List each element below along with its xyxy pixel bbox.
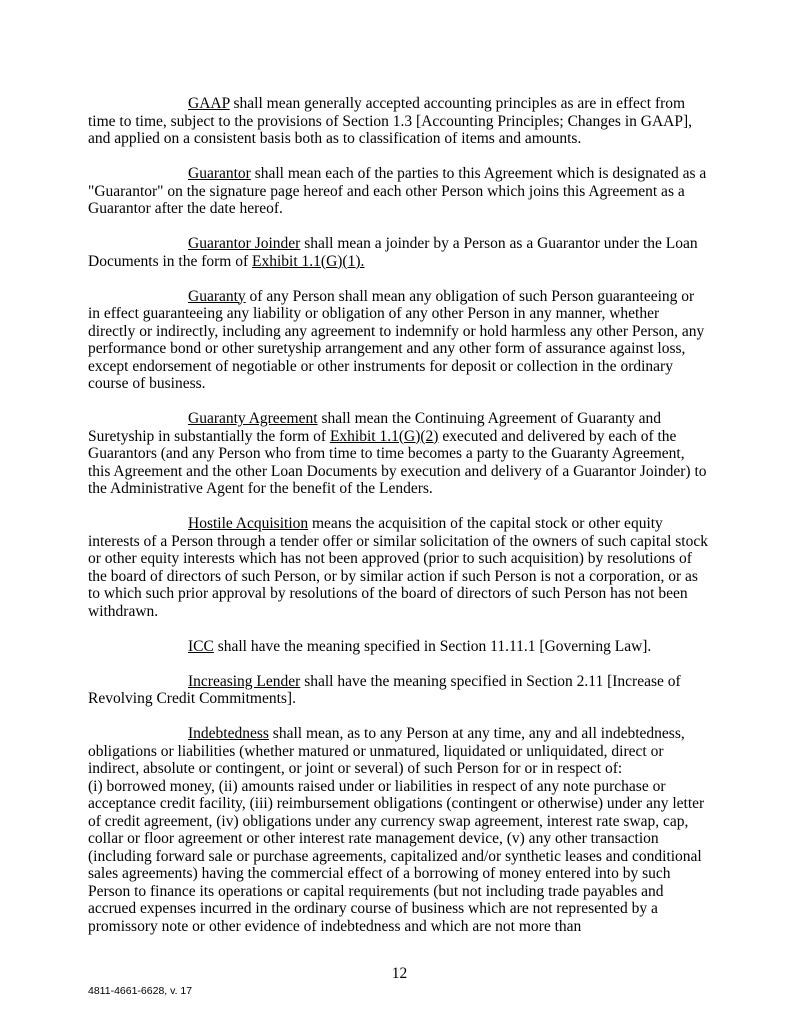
definition-paragraph: [88, 673, 708, 708]
defined-term: GAAP: [188, 95, 230, 112]
defined-term: Guaranty: [188, 287, 246, 305]
definition-paragraph: [88, 288, 708, 393]
defined-term: Guaranty Agreement: [188, 410, 318, 427]
paragraph-text: shall have the meaning specified in Section 11.11.1 [Governing Law].: [213, 637, 652, 655]
paragraph-text: shall mean each of the parties to this Agreement which is designated as a "Guarantor" on the signature page hereof and each other Person which joins this Agreement as a Guarantor after the date hereof.: [88, 165, 707, 217]
page-number: 12: [391, 965, 408, 982]
defined-term: Hostile Acquisition: [188, 515, 309, 532]
paragraph-text: shall mean generally accepted accounting principles as are in effect from time to time, subject to the provisions of Section 1.3 [Accounting Principles; Changes in GAAP], and applied on a consistent basis both as to classification of items and amounts.: [88, 95, 692, 147]
definition-paragraph: [88, 95, 708, 148]
defined-term: Guarantor Joinder: [188, 235, 301, 252]
paragraph-text: shall have the meaning specified in Section 2.11 [Increase of Revolving Credit Commitments].: [88, 672, 681, 707]
defined-term: Exhibit 1.1(G)(2): [329, 427, 439, 445]
defined-term: Increasing Lender: [188, 672, 301, 690]
defined-term: Indebtedness: [188, 725, 269, 742]
defined-term: Guarantor: [188, 165, 251, 182]
paragraph-text: means the acquisition of the capital stock or other equity interests of a Person through a tender offer or similar solicitation of the owners of such capital stock or other equity interests which has not been approved (prior to such acquisition) by resolutions of the board of directors of such Person, or by similar action if such Person is not a corporation, or as to which such prior approval by resolutions of the board of directors of such Person has not been withdrawn.: [88, 515, 708, 620]
document-id-stamp: 4811-4661-6628, v. 17: [88, 985, 193, 997]
defined-term: Exhibit 1.1(G)(1).: [252, 252, 365, 270]
definition-paragraph: [88, 165, 708, 218]
definitions-section: [88, 95, 708, 953]
definition-paragraph: [88, 638, 708, 656]
definition-paragraph: [88, 410, 708, 498]
paragraph-text: shall mean a joinder by a Person as a Guarantor under the Loan Documents in the form of: [88, 235, 698, 270]
definition-paragraph: [88, 235, 708, 270]
paragraph-text: (i) borrowed money, (ii) amounts raised under or liabilities in respect of any note purchase or acceptance credit facility, (iii) reimbursement obligations (contingent or otherwise) under any letter of credit agreement, (iv) obligations under any currency swap agreement, interest rate swap, cap, collar or floor agreement or other interest rate management device, (v) any other transaction (including forward sale or purchase agreements, capitalized and/or synthetic leases and conditional sales agreements) having the commercial effect of a borrowing of money entered into by such Person to finance its operations or capital requirements (but not including trade payables and accrued expenses incurred in the ordinary course of business which are not represented by a promissory note or other evidence of indebtedness and which are not more than: [88, 777, 705, 935]
paragraph-text: executed and delivered by each of the Guarantors (and any Person who from time to time becomes a party to the Guaranty Agreement, this Agreement and the other Loan Documents by execution and delivery of a Guarantor Joinder) to the Administrative Agent for the benefit of the Lenders.: [88, 427, 707, 497]
paragraph-text: shall mean, as to any Person at any time, any and all indebtedness, obligations or liabilities (whether matured or unmatured, liquidated or unliquidated, direct or indirect, absolute or contingent, or joint or several) of such Person for or in respect of:: [88, 725, 685, 777]
definition-paragraph: [88, 725, 708, 935]
definition-paragraph: [88, 515, 708, 620]
paragraph-text: of any Person shall mean any obligation of such Person guaranteeing or in effect guaranteeing any liability or obligation of any other Person in any manner, whether directly or indirectly, including any agreement to indemnify or hold harmless any other Person, any performance bond or other suretyship arrangement and any other form of assurance against loss, except endorsement of negotiable or other instruments for deposit or collection in the ordinary course of business.: [88, 287, 705, 392]
paragraph-text: shall mean the Continuing Agreement of Guaranty and Suretyship in substantially the form of: [88, 410, 662, 445]
defined-term: ICC: [188, 637, 214, 655]
